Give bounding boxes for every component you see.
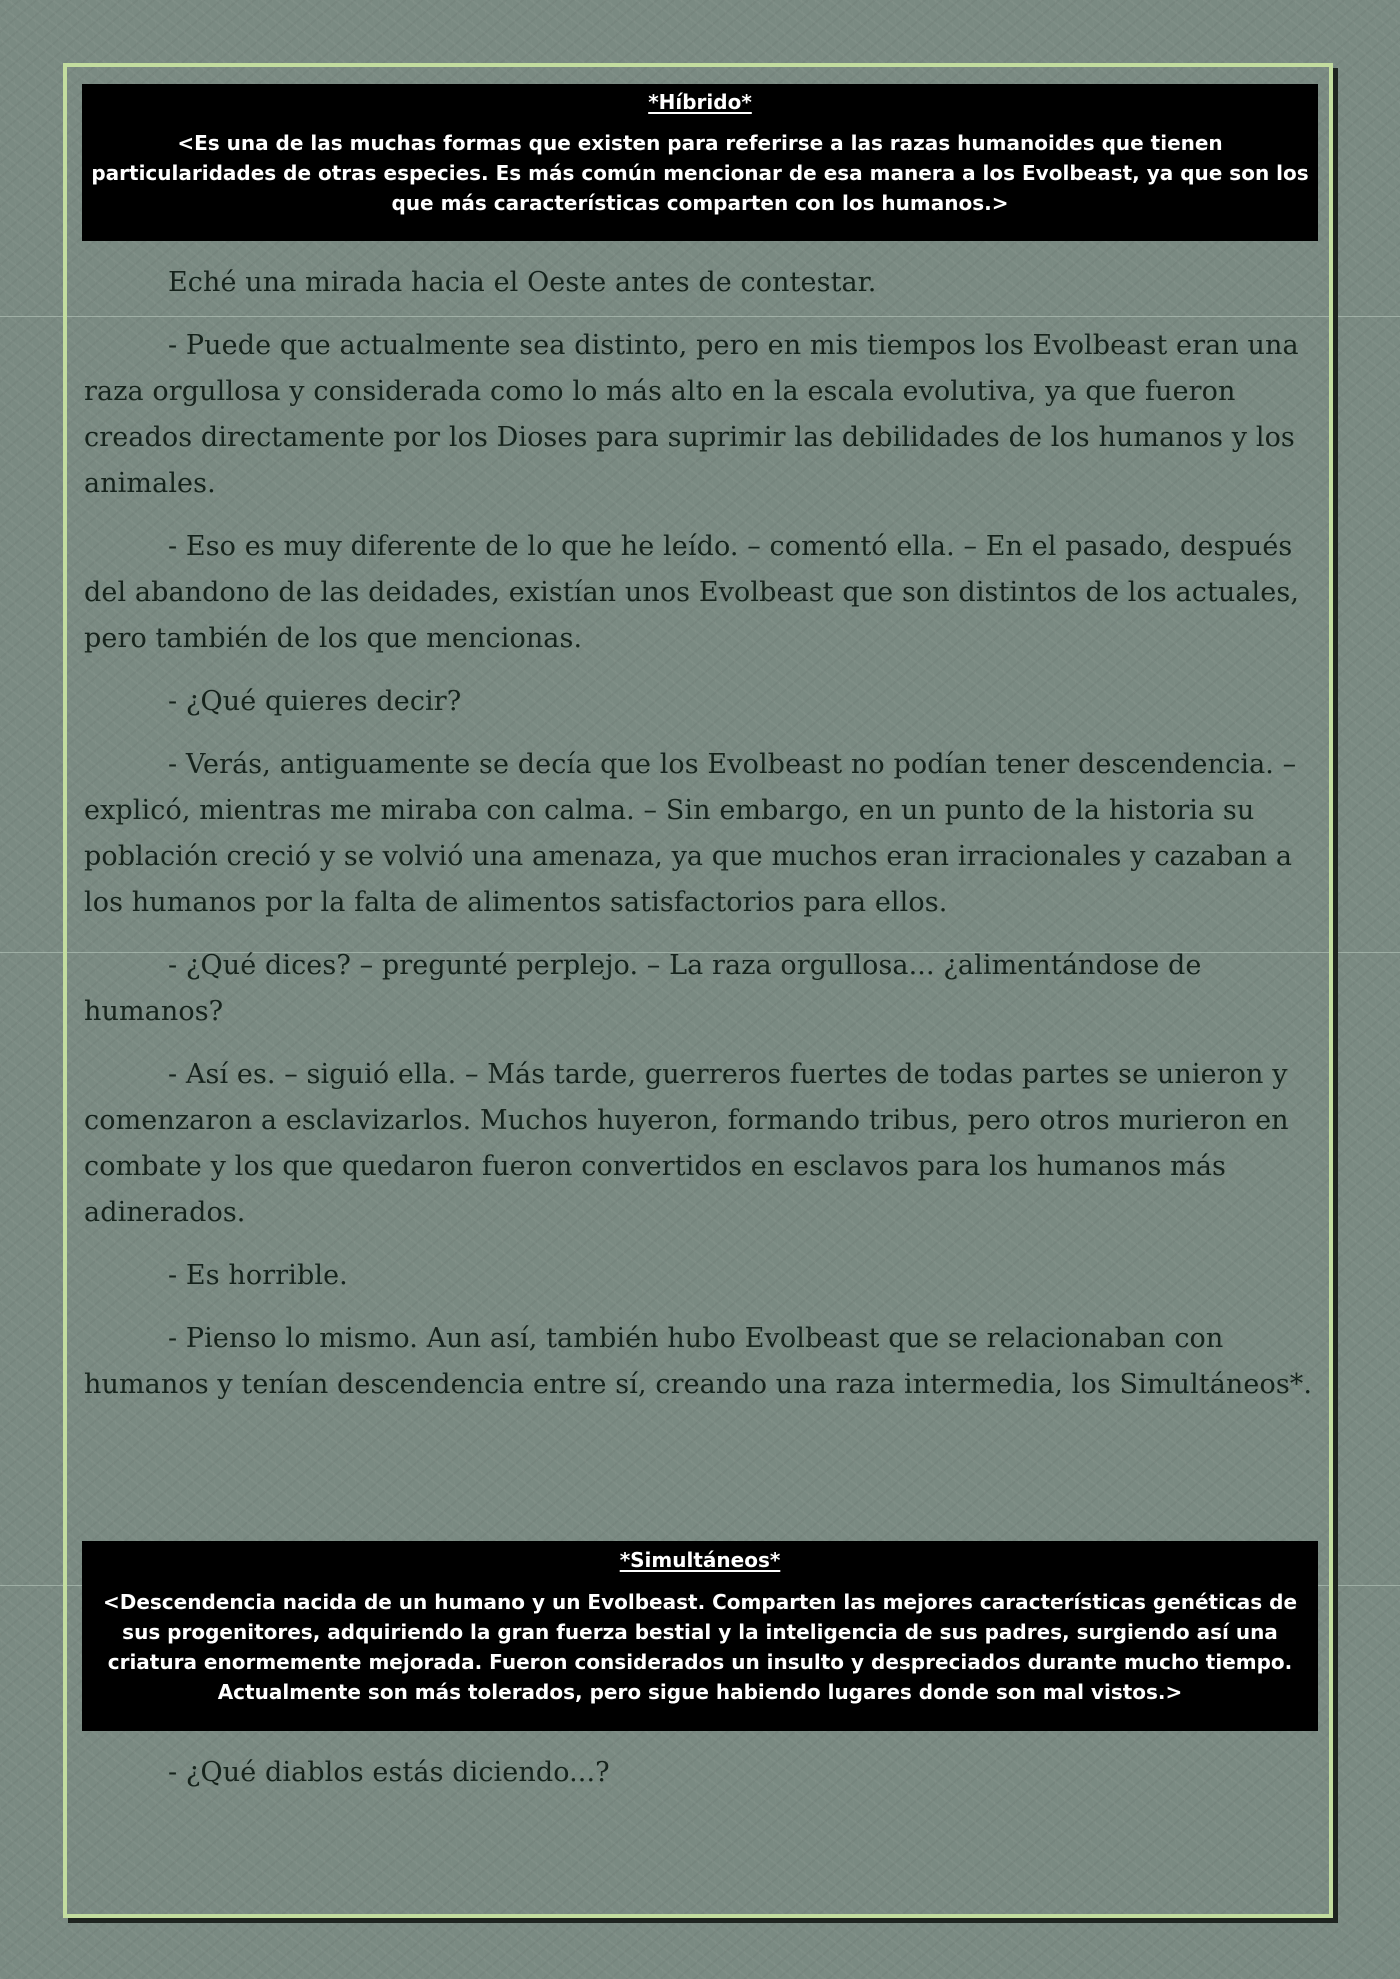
paragraph: - Eso es muy diferente de lo que he leído. – comentó ella. – En el pasado, después del abandono de las deidades, existían unos Evolbeast que son distintos de los actuales, pero también de los que mencionas. [84,531,1300,654]
footnote-body: <Descendencia nacida de un humano y un Evolbeast. Comparten las mejores características genéticas de sus progenitores, adquiriendo la gran fuerza bestial y la inteligencia de sus padres, surgiendo así una criatura enormemente mejorada. Fueron considerados un insulto y despreciados durante mucho tiempo. Actualmente son más tolerados, pero sigue habiendo lugares donde son mal vistos.> [102,1590,1298,1704]
paragraph: - ¿Qué quieres decir? [168,686,462,717]
story-text [84,260,1316,1425]
paragraph: - ¿Qué diablos estás diciendo...? [168,1757,610,1788]
paragraph: - Puede que actualmente sea distinto, pero en mis tiempos los Evolbeast eran una raza orgullosa y considerada como lo más alto en la escala evolutiva, ya que fueron creados directamente por los Dioses para suprimir las debilidades de los humanos y los animales. [84,330,1299,499]
footnote-box-simultaneos [82,1541,1318,1731]
paragraph: Eché una mirada hacia el Oeste antes de contestar. [168,267,877,298]
paragraph: - Verás, antiguamente se decía que los Evolbeast no podían tener descendencia. – explicó, mientras me miraba con calma. – Sin embargo, en un punto de la historia su población creció y se volvió una amenaza, ya que muchos eran irracionales y cazaban a los humanos por la falta de alimentos satisfactorios para ellos. [84,749,1297,918]
footnote-title: *Híbrido* [648,90,752,114]
footnote-box-hibrido [82,84,1318,241]
paragraph: - Es horrible. [168,1260,348,1291]
paragraph: - Pienso lo mismo. Aun así, también hubo Evolbeast que se relacionaban con humanos y tenían descendencia entre sí, creando una raza intermedia, los Simultáneos*. [84,1323,1313,1400]
story-text-continued [84,1750,1316,1813]
footnote-body: <Es una de las muchas formas que existen para referirse a las razas humanoides que tienen particularidades de otras especies. Es más común mencionar de esa manera a los Evolbeast, ya que son los que más características comparten con los humanos.> [91,131,1309,215]
paragraph: - Así es. – siguió ella. – Más tarde, guerreros fuertes de todas partes se unieron y comenzaron a esclavizarlos. Muchos huyeron, formando tribus, pero otros murieron en combate y los que quedaron fueron convertidos en esclavos para los humanos más adinerados. [84,1059,1289,1228]
footnote-title: *Simultáneos* [619,1548,781,1572]
paragraph: - ¿Qué dices? – pregunté perplejo. – La raza orgullosa... ¿alimentándose de humanos? [84,950,1202,1027]
